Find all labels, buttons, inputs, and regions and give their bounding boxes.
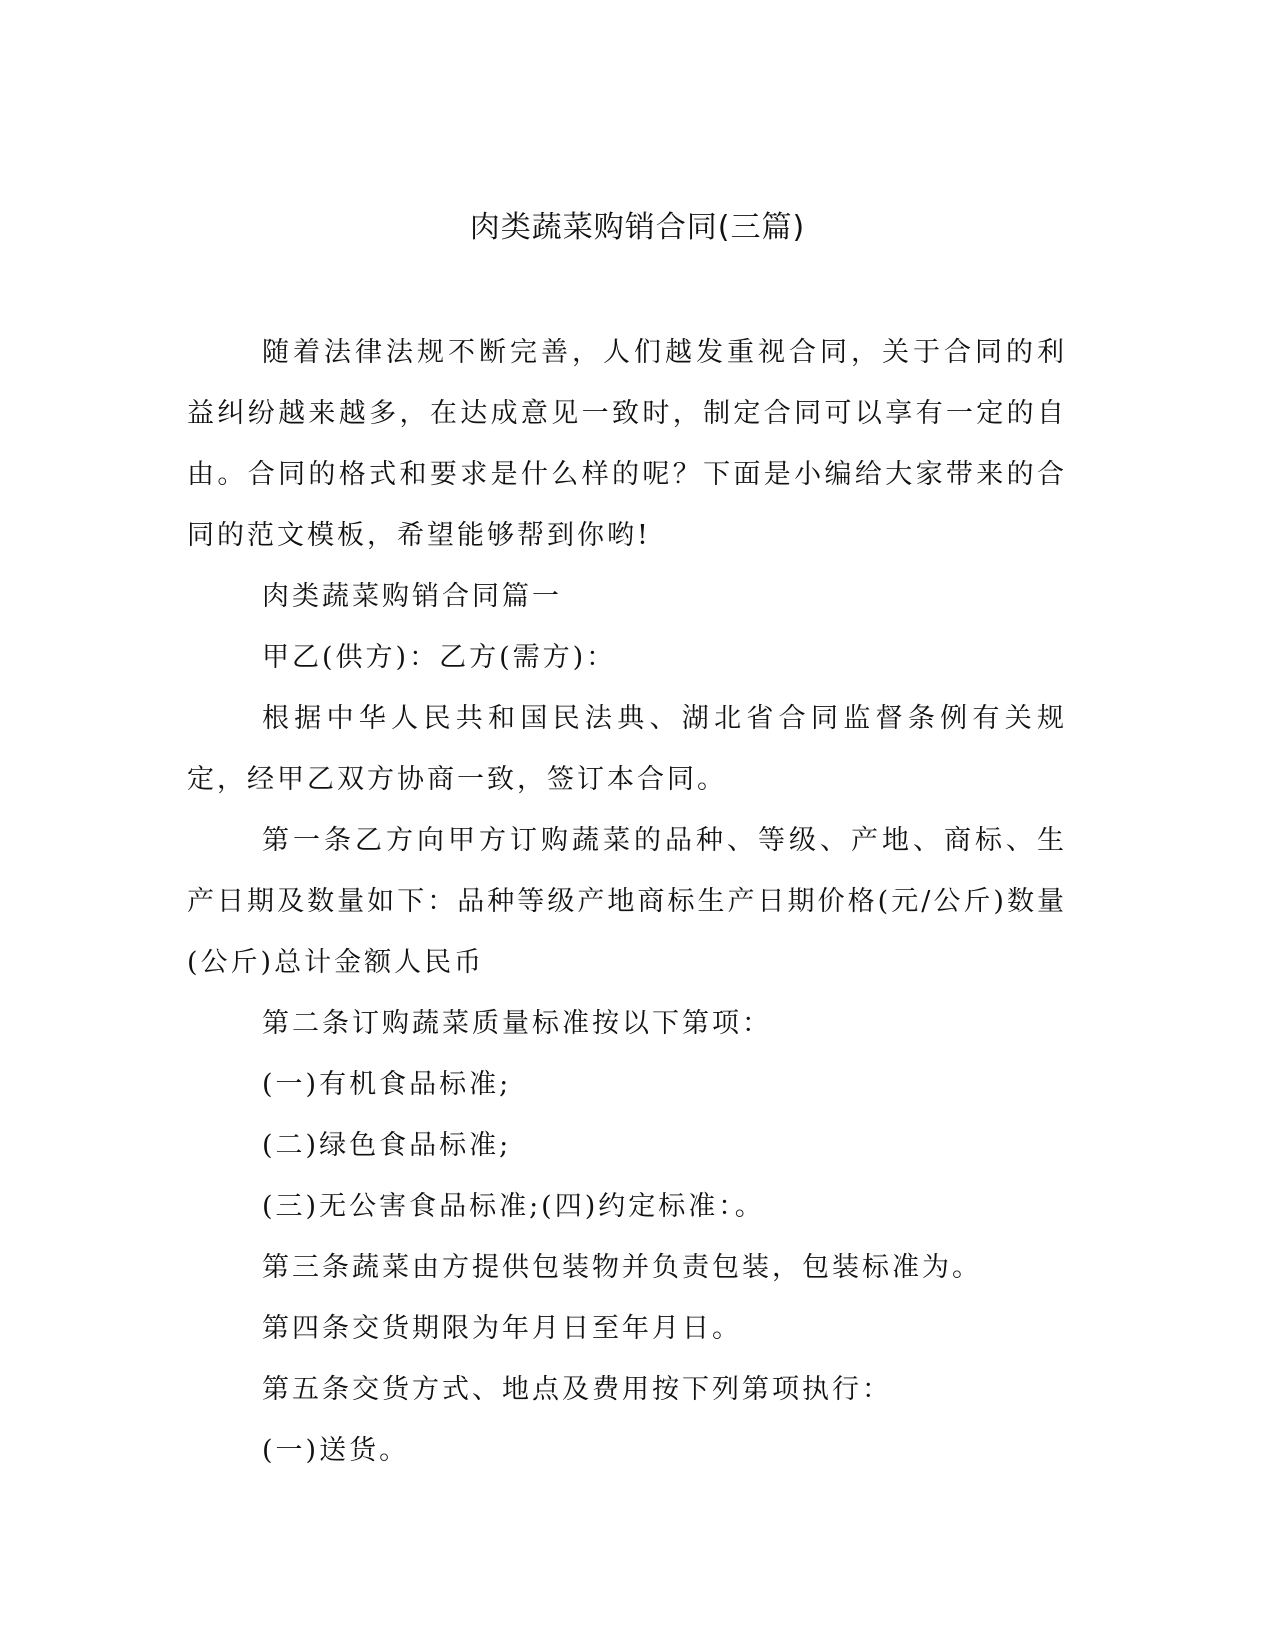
article-two-item-3-4: (三)无公害食品标准;(四)约定标准：。 xyxy=(262,1191,765,1222)
article-two-item-2: (二)绿色食品标准; xyxy=(262,1130,512,1161)
article-five: 第五条交货方式、地点及费用按下列第项执行： xyxy=(262,1374,892,1405)
section-heading-part-one: 肉类蔬菜购销合同篇一 xyxy=(262,581,562,612)
article-two: 第二条订购蔬菜质量标准按以下第项： xyxy=(262,1008,772,1039)
article-three: 第三条蔬菜由方提供包装物并负责包装，包装标准为。 xyxy=(262,1252,982,1283)
article-five-item-1: (一)送货。 xyxy=(262,1435,410,1466)
document-body xyxy=(187,322,1067,1481)
document-title: 肉类蔬菜购销合同(三篇) xyxy=(469,210,806,245)
intro-paragraph: 随着法律法规不断完善，人们越发重视合同，关于合同的利益纠纷越来越多，在达成意见一致时，制定合同可以享有一定的自由。合同的格式和要求是什么样的呢？下面是小编给大家带来的合同的范文模板，希望能够帮到你哟! xyxy=(187,337,1067,551)
article-two-item-1: (一)有机食品标准; xyxy=(262,1069,512,1100)
legal-basis-paragraph: 根据中华人民共和国民法典、湖北省合同监督条例有关规定，经甲乙双方协商一致，签订本合同。 xyxy=(187,703,1067,795)
article-one: 第一条乙方向甲方订购蔬菜的品种、等级、产地、商标、生产日期及数量如下：品种等级产地商标生产日期价格(元/公斤)数量(公斤)总计金额人民币 xyxy=(187,825,1067,978)
article-four: 第四条交货期限为年月日至年月日。 xyxy=(262,1313,742,1344)
parties-line: 甲乙(供方)：乙方(需方)： xyxy=(262,642,617,673)
